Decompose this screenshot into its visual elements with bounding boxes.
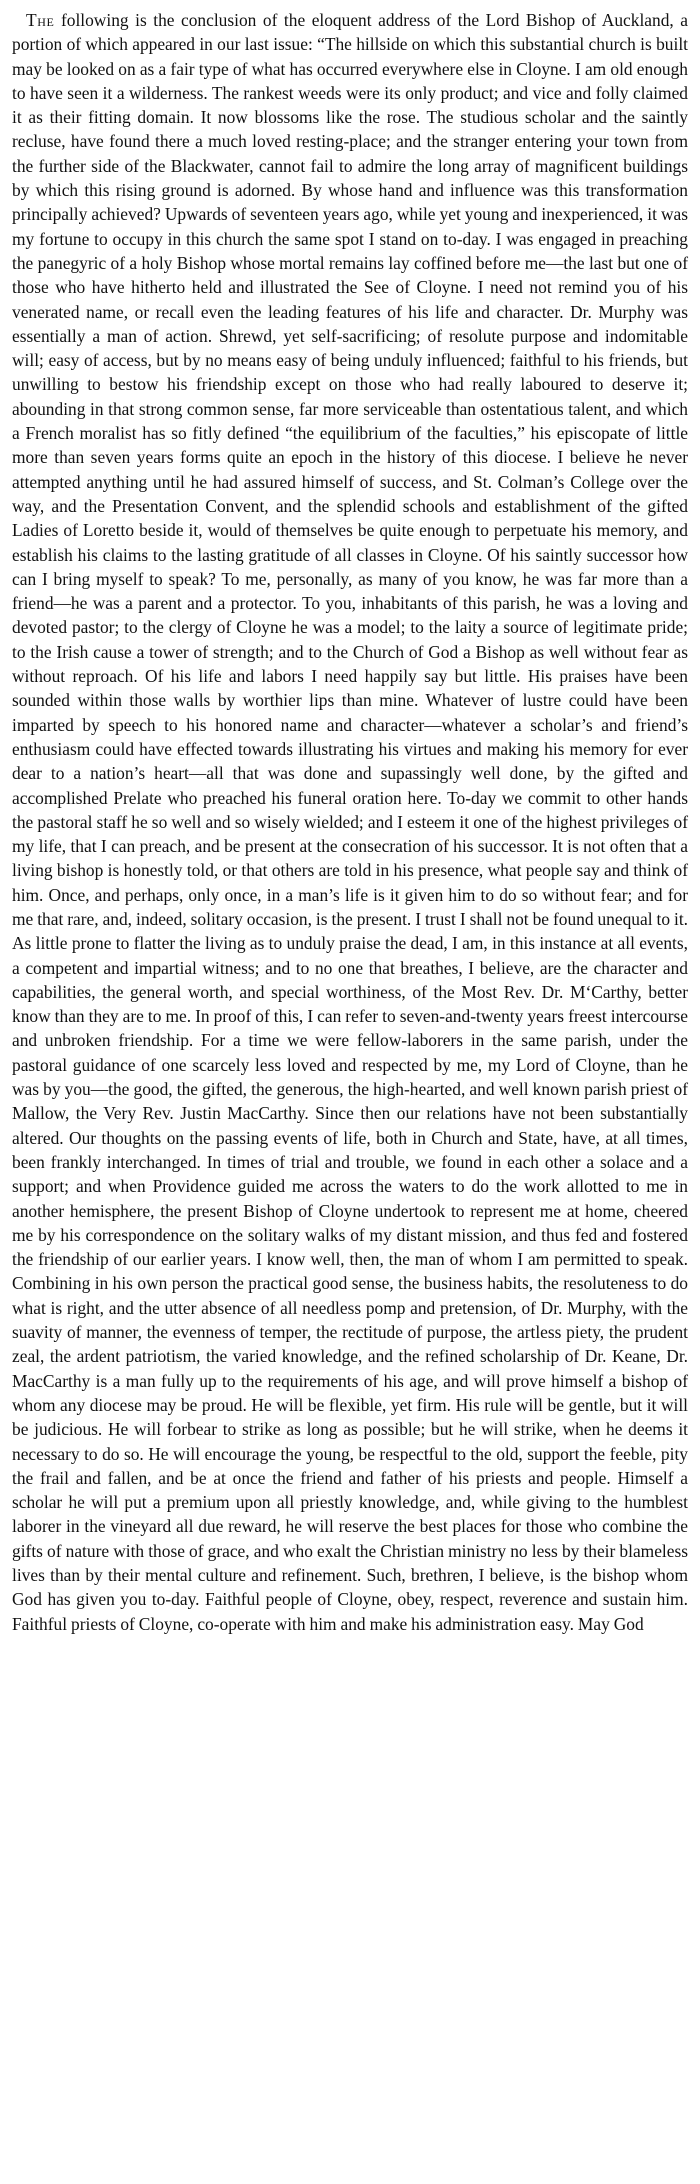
article-body: following is the conclusion of the eloquent address of the Lord Bishop of Auckland, a portion of which appeared in our last issue: “The hillside on which this substantial church is built may be looked on as a fair type of what has occurred everywhere else in Cloyne. I am old enough to have seen it a wilderness. The rankest weeds were its only product; and vice and folly claimed it as their fitting domain. It now blossoms like the rose. The studious scholar and the saintly recluse, have found there a much loved resting-place; and the stranger entering your town from the further side of the Blackwater, cannot fail to admire the long array of magnificent buildings by which this rising ground is adorned. By whose hand and influence was this transformation principally achieved? Upwards of seventeen years ago, while yet young and inexperienced, it was my fortune to occupy in this church the same spot I stand on to-day. I was engaged in preaching the panegyric of a holy Bishop whose mortal remains lay coffined before me—the last but one of those who have hitherto held and illustrated the See of Cloyne. I need not remind you of his venerated name, or recall even the leading features of his life and character. Dr. Murphy was essentially a man of action. Shrewd, yet self-sacrificing; of resolute purpose and indomitable will; easy of access, but by no means easy of being unduly influenced; faithful to his friends, but unwilling to bestow his friendship except on those who had really laboured to deserve it; abounding in that strong common sense, far more serviceable than ostentatious talent, and which a French moralist has so fitly defined “the equilibrium of the faculties,” his episcopate of little more than seven years forms quite an epoch in the history of this diocese. I believe he never attempted anything until he had assured himself of success, and St. Colman’s College over the way, and the Presentation Convent, and the splendid schools and establishment of the gifted Ladies of Loretto beside it, would of themselves be quite enough to perpetuate his memory, and establish his claims to the lasting gratitude of all classes in Cloyne. Of his saintly successor how can I bring myself to speak? To me, personally, as many of you know, he was far more than a friend—he was a parent and a protector. To you, inhabitants of this parish, he was a loving and devoted pastor; to the clergy of Cloyne he was a model; to the laity a source of legitimate pride; to the Irish cause a tower of strength; and to the Church of God a Bishop as well without fear as without reproach. Of his life and labors I need happily say but little. His praises have been sounded within those walls by worthier lips than mine. Whatever of lustre could have been imparted by speech to his honored name and character—whatever a scholar’s and friend’s enthusiasm could have effected towards illustrating his virtues and making his memory for ever dear to a nation’s heart—all that was done and supassingly well done, by the gifted and accomplished Prelate who preached his funeral oration here. To-day we commit to other hands the pastoral staff he so well and so wisely wielded; and I esteem it one of the highest privileges of my life, that I can preach, and be present at the consecration of his successor. It is not often that a living bishop is honestly told, or that others are told in his presence, what people say and think of him. Once, and perhaps, only once, in a man’s life is it given him to do so without fear; and for me that rare, and, indeed, solitary occasion, is the present. I trust I shall not be found unequal to it. As little prone to flatter the living as to unduly praise the dead, I am, in this instance at all events, a competent and impartial witness; and to no one that breathes, I believe, are the character and capabilities, the general worth, and special worthiness, of the Most Rev. Dr. M‘Carthy, better know than they are to me. In proof of this, I can refer to seven-and-twenty years freest intercourse and unbroken friendship. For a time we were fellow-laborers in the same parish, under the pastoral guidance of one scarcely less loved and respected by me, my Lord of Cloyne, than he was by you—the good, the gifted, the generous, the high-hearted, and well known parish priest of Mallow, the Very Rev. Justin MacCarthy. Since then our relations have not been substantially altered. Our thoughts on the passing events of life, both in Church and State, have, at all times, been frankly interchanged. In times of trial and trouble, we found in each other a solace and a support; and when Providence guided me across the waters to do the work allotted to me in another hemisphere, the present Bishop of Cloyne undertook to represent me at home, cheered me by his correspondence on the solitary walks of my distant mission, and thus fed and fostered the friendship of our earlier years. I know well, then, the man of whom I am permitted to speak. Combining in his own person the practical good sense, the business habits, the resoluteness to do what is right, and the utter absence of all needless pomp and pretension, of Dr. Murphy, with the suavity of manner, the evenness of temper, the rectitude of purpose, the artless piety, the prudent zeal, the ardent patriotism, the varied knowledge, and the refined scholarship of Dr. Keane, Dr. MacCarthy is a man fully up to the requirements of his age, and will prove himself a bishop of whom any diocese may be proud. He will be flexible, yet firm. His rule will be gentle, but it will be judicious. He will forbear to strike as long as possible; but he will strike, when he deems it necessary to do so. He will encourage the young, be respectful to the old, support the feeble, pity the frail and fallen, and be at once the friend and father of his priests and people. Himself a scholar he will put a premium upon all priestly knowledge, and, while giving to the humblest laborer in the vineyard all due reward, he will reserve the best places for those who combine the gifts of nature with those of grace, and who exalt the Christian ministry no less by their blameless lives than by their mental culture and refinement. Such, brethren, I believe, is the bishop whom God has given you to-day. Faithful people of Cloyne, obey, respect, reverence and sustain him. Faithful priests of Cloyne, co-operate with him and make his administration easy. May God (12, 10, 688, 1634)
article-column (12, 8, 688, 1636)
article-paragraph (12, 8, 688, 1636)
lead-word: The (26, 10, 55, 30)
